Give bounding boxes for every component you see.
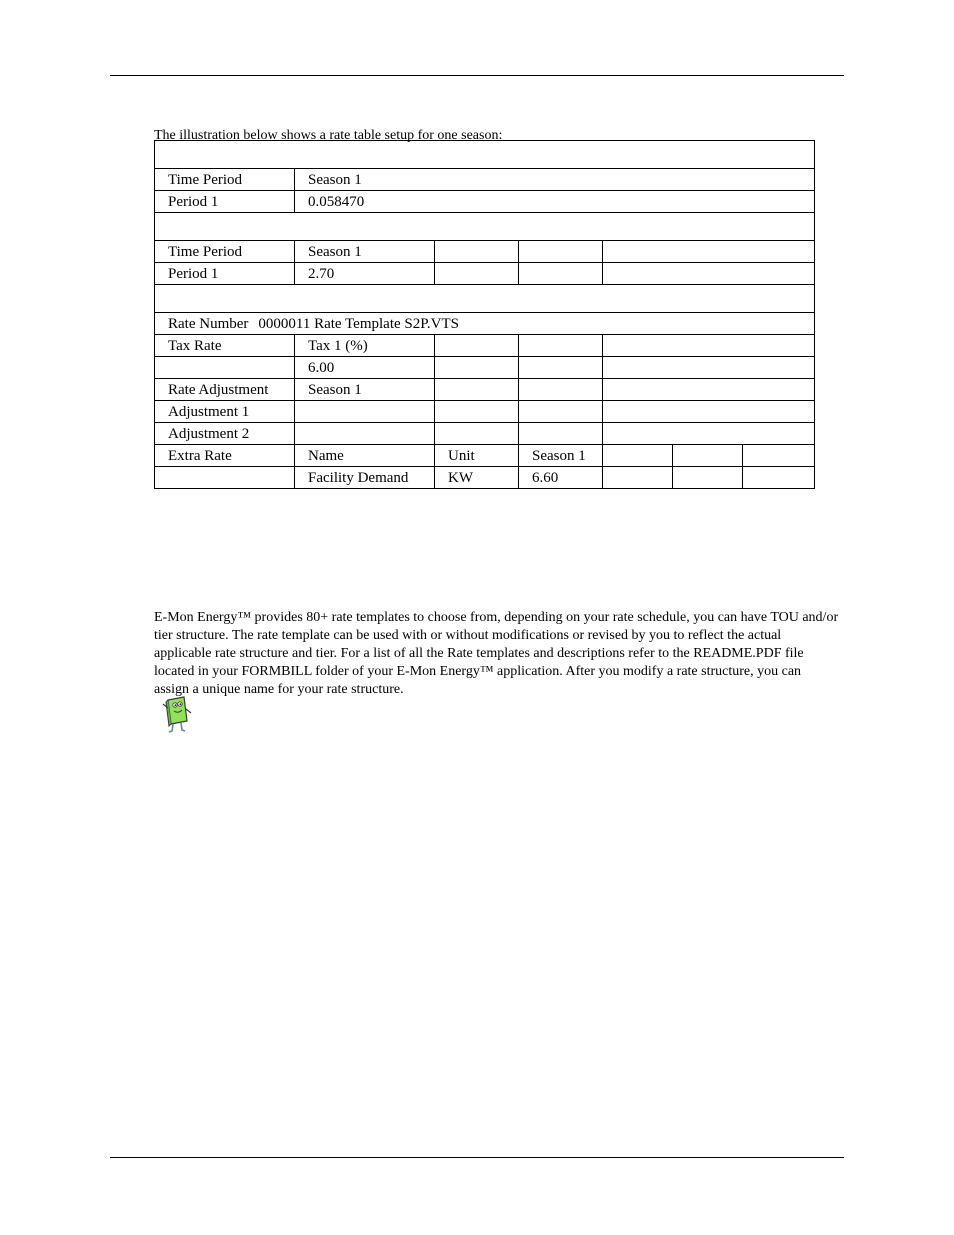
extra-header-name: Name: [295, 445, 435, 467]
footer-rule: [110, 1157, 844, 1158]
table-row: [155, 169, 815, 191]
rate-adjustment-season: Season 1: [295, 379, 435, 401]
rate-number-label: Rate Number: [168, 315, 249, 332]
intro-text: The illustration below shows a rate table setup for one season:: [154, 128, 503, 143]
extra-header-unit: Unit: [435, 445, 519, 467]
extra-unit: KW: [435, 467, 519, 489]
table-row: [155, 191, 815, 213]
demand-period-value: 2.70: [295, 263, 435, 285]
table-row: [155, 401, 815, 423]
extra-rate-label: Extra Rate: [155, 445, 295, 467]
rate-number-value: 0000011 Rate Template S2P.VTS: [258, 315, 460, 332]
table-row: [155, 313, 815, 335]
tax-column-header: Tax 1 (%): [295, 335, 435, 357]
table-row: [155, 423, 815, 445]
table-row: [155, 263, 815, 285]
table-row: [155, 357, 815, 379]
table-row: [155, 445, 815, 467]
rate-table: [154, 140, 815, 489]
adjustment-2-label: Adjustment 2: [155, 423, 295, 445]
rate-adjustment-label: Rate Adjustment: [155, 379, 295, 401]
note-book-mascot-icon: [160, 694, 194, 734]
table-band: [155, 141, 815, 169]
extra-value: 6.60: [519, 467, 603, 489]
tax-rate-label: Tax Rate: [155, 335, 295, 357]
extra-name: Facility Demand: [295, 467, 435, 489]
energy-period-value: 0.058470: [295, 191, 815, 213]
adjustment-1-label: Adjustment 1: [155, 401, 295, 423]
table-row: [155, 335, 815, 357]
rate-number-cell: [155, 313, 815, 335]
demand-header-period: Time Period: [155, 241, 295, 263]
table-row: [155, 379, 815, 401]
energy-header-season: Season 1: [295, 169, 815, 191]
table-row: [155, 467, 815, 489]
header-rule: [110, 75, 844, 76]
tax-value: 6.00: [295, 357, 435, 379]
table-band: [155, 285, 815, 313]
energy-header-period: Time Period: [155, 169, 295, 191]
energy-period-label: Period 1: [155, 191, 295, 213]
demand-period-label: Period 1: [155, 263, 295, 285]
extra-header-season: Season 1: [519, 445, 603, 467]
table-band: [155, 213, 815, 241]
rate-templates-paragraph: E-Mon Energy™ provides 80+ rate templates to choose from, depending on your rate schedule, you can have TOU and/or tier structure. The rate template can be used with or without modifications or revised by you to reflect the actual applicable rate structure and tier. For a list of all the Rate templates and descriptions refer to the README.PDF file located in your FORMBILL folder of your E-Mon Energy™ application. After you modify a rate structure, you can assign a unique name for your rate structure.: [154, 610, 839, 697]
table-row: [155, 241, 815, 263]
demand-header-season: Season 1: [295, 241, 435, 263]
